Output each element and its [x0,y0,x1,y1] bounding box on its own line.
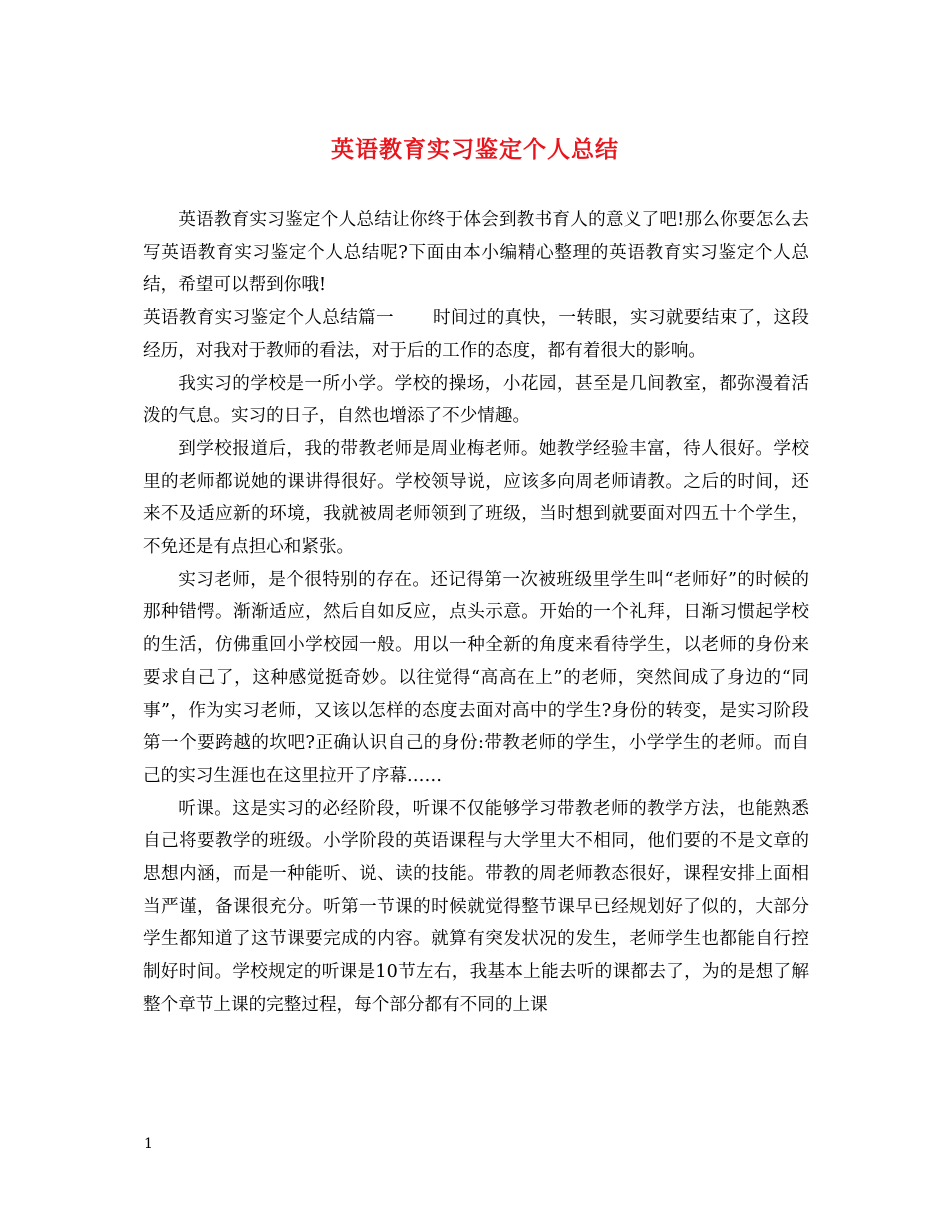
body-paragraph-mentor: 到学校报道后，我的带教老师是周业梅老师。她教学经验丰富，待人很好。学校里的老师都说她的课讲得很好。学校领导说，应该多向周老师请教。之后的时间，还来不及适应新的环境，我就被周老师领到了班级，当时想到就要面对四五十个学生，不免还是有点担心和紧张。 [143,438,809,558]
section-opening-text: 时间过的真快，一转眼，实习就要结束了，这段经历，对我对于教师的看法，对于后的工作的态度，都有着很大的影响。 [143,308,809,361]
document-title: 英语教育实习鉴定个人总结 [331,136,619,163]
document-body [143,204,809,1022]
body-paragraph-observation: 听课。这是实习的必经阶段，听课不仅能够学习带教老师的教学方法，也能熟悉自己将要教学的班级。小学阶段的英语课程与大学里大不相同，他们要的不是文章的思想内涵，而是一种能听、说、读的技能。带教的周老师教态很好，课程安排上面相当严谨，备课很充分。听第一节课的时候就觉得整节课早已经规划好了似的，大部分学生都知道了这节课要完成的内容。就算有突发状况的发生，老师学生也都能自行控制好时间。学校规定的听课是10节左右，我基本上能去听的课都去了，为的是想了解整个章节上课的完整过程，每个部分都有不同的上课 [143,798,809,1015]
section-paragraph [143,302,809,367]
body-paragraph-identity: 实习老师，是个很特别的存在。还记得第一次被班级里学生叫“老师好”的时候的那种错愕。渐渐适应，然后自如反应，点头示意。开始的一个礼拜，日渐习惯起学校的生活，仿佛重回小学校园一般。用以一种全新的角度来看待学生，以老师的身份来要求自己了，这种感觉挺奇妙。以往觉得“高高在上”的老师，突然间成了身边的“同事”，作为实习老师，又该以怎样的态度去面对高中的学生?身份的转变，是实习阶段第一个要跨越的坎吧?正确认识自己的身份:带教老师的学生，小学学生的老师。而自己的实习生涯也在这里拉开了序幕…… [143,569,809,786]
intro-paragraph: 英语教育实习鉴定个人总结让你终于体会到教书育人的意义了吧!那么你要怎么去写英语教育实习鉴定个人总结呢?下面由本小编精心整理的英语教育实习鉴定个人总结，希望可以帮到你哦! [143,210,809,296]
body-paragraph-school: 我实习的学校是一所小学。学校的操场，小花园，甚至是几间教室，都弥漫着活泼的气息。实习的日子，自然也增添了不少情趣。 [143,373,809,427]
page-number: 1 [144,1136,153,1152]
section-heading: 英语教育实习鉴定个人总结篇一 [143,308,394,329]
